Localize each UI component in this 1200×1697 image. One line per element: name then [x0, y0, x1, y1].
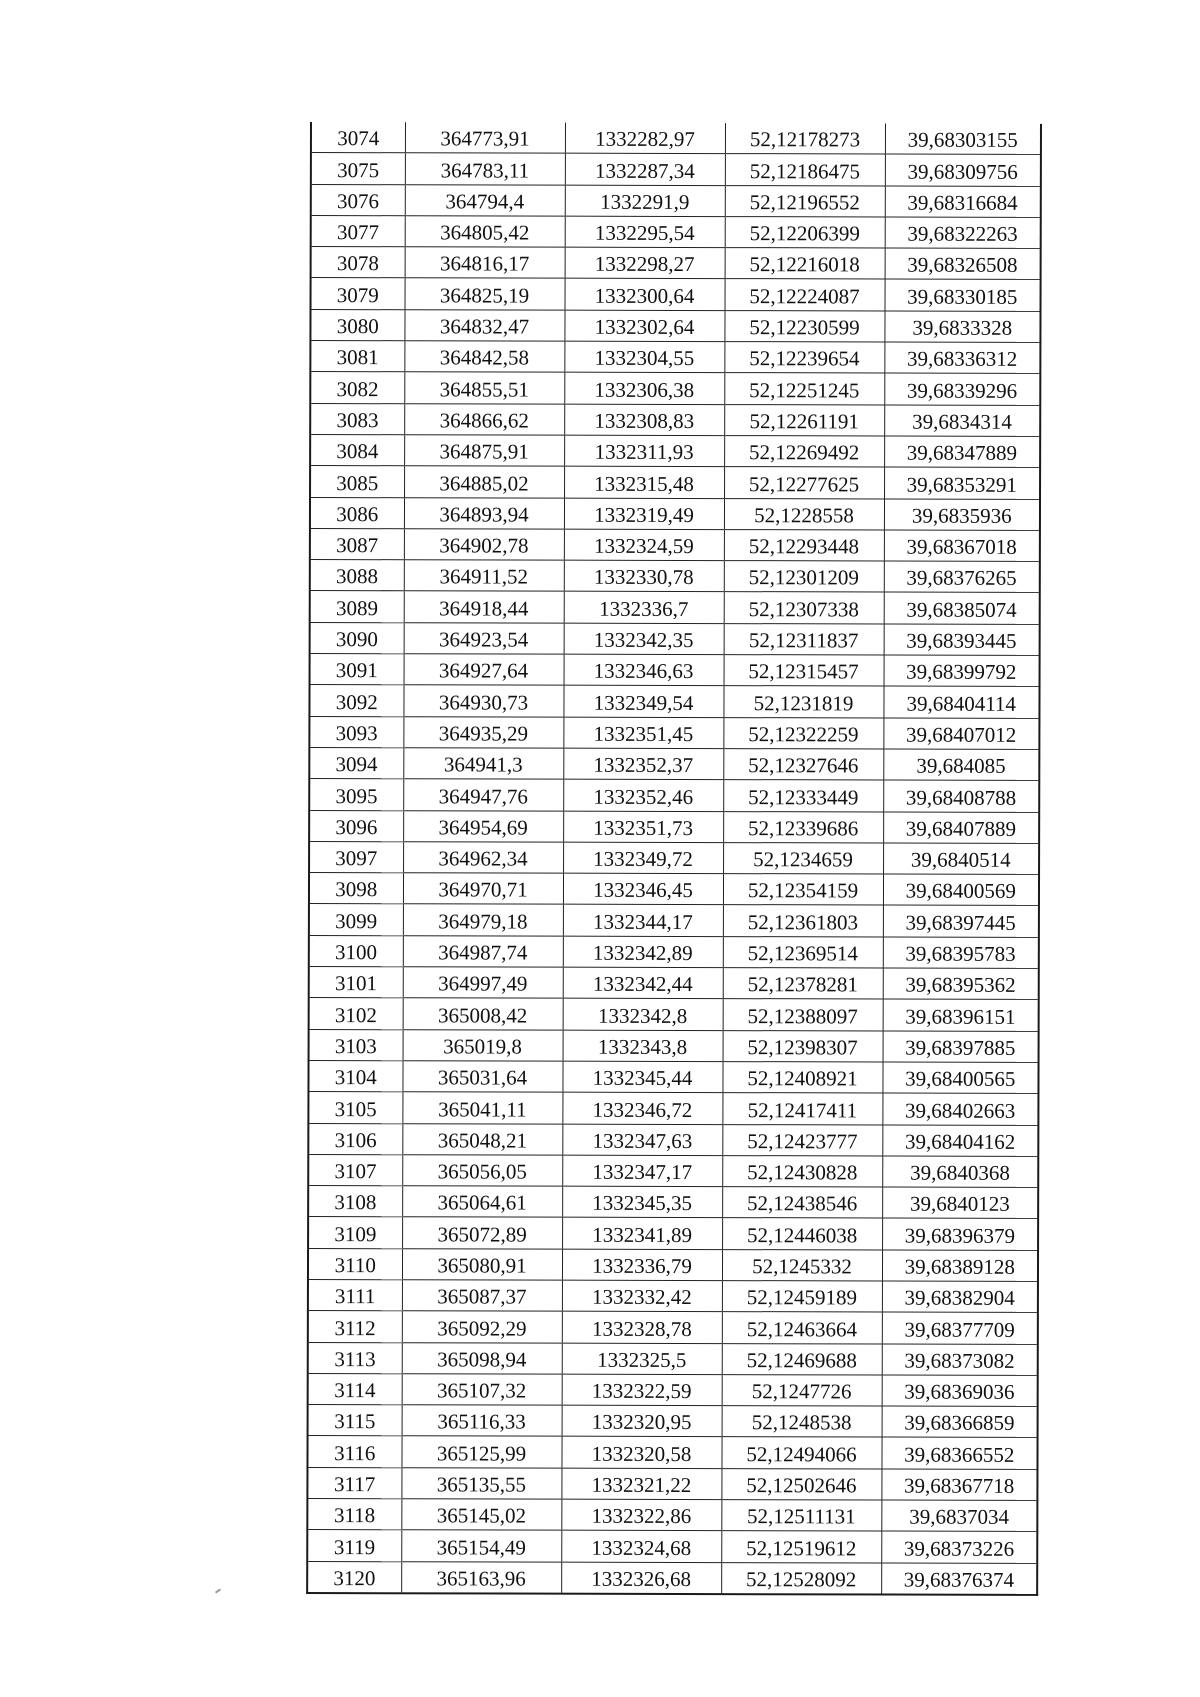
table-row	[310, 716, 1038, 749]
latitude-cell: 52,12511131	[721, 1500, 881, 1532]
x-coordinate-cell: 365080,91	[402, 1248, 562, 1280]
x-coordinate-cell: 364941,3	[403, 748, 563, 780]
table-row	[311, 560, 1039, 593]
x-coordinate-cell: 364923,54	[404, 622, 564, 654]
point-number-cell: 3098	[310, 873, 403, 905]
point-number-cell: 3119	[308, 1530, 401, 1562]
x-coordinate-cell: 365092,29	[402, 1311, 562, 1343]
point-number-cell: 3081	[311, 341, 404, 373]
x-coordinate-cell: 365072,89	[402, 1217, 562, 1249]
point-number-cell: 3111	[309, 1279, 402, 1311]
latitude-cell: 52,12494066	[721, 1437, 881, 1469]
point-number-cell: 3116	[308, 1436, 401, 1468]
latitude-cell: 52,12333449	[723, 780, 883, 812]
longitude-cell: 39,68330185	[885, 279, 1040, 311]
longitude-cell: 39,68376374	[881, 1563, 1036, 1594]
longitude-cell: 39,68347889	[884, 436, 1039, 468]
scan-speck	[215, 1588, 221, 1593]
point-number-cell: 3097	[310, 841, 403, 873]
latitude-cell: 52,12438546	[722, 1187, 882, 1219]
x-coordinate-cell: 364842,58	[404, 341, 564, 373]
point-number-cell: 3107	[309, 1154, 402, 1186]
latitude-cell: 52,1234659	[723, 842, 883, 874]
longitude-cell: 39,68303155	[885, 124, 1040, 155]
x-coordinate-cell: 365064,61	[402, 1186, 562, 1218]
point-number-cell: 3075	[312, 153, 405, 185]
y-coordinate-cell: 1332328,78	[562, 1311, 722, 1343]
y-coordinate-cell: 1332351,45	[563, 717, 723, 749]
point-number-cell: 3077	[312, 215, 405, 247]
y-coordinate-cell: 1332349,54	[563, 686, 723, 718]
latitude-cell: 52,12469688	[722, 1343, 882, 1375]
longitude-cell: 39,68397445	[883, 905, 1038, 937]
latitude-cell: 52,12446038	[722, 1218, 882, 1250]
y-coordinate-cell: 1332352,37	[563, 748, 723, 780]
longitude-cell: 39,6834314	[884, 405, 1039, 437]
point-number-cell: 3104	[309, 1060, 402, 1092]
point-number-cell: 3076	[312, 184, 405, 216]
x-coordinate-cell: 365031,64	[402, 1061, 562, 1093]
longitude-cell: 39,68393445	[884, 624, 1039, 656]
point-number-cell: 3091	[311, 654, 404, 686]
x-coordinate-cell: 364927,64	[404, 654, 564, 686]
longitude-cell: 39,68326508	[885, 248, 1040, 280]
longitude-cell: 39,68395783	[883, 937, 1038, 969]
table-row	[309, 1373, 1037, 1406]
latitude-cell: 52,12519612	[721, 1531, 881, 1563]
y-coordinate-cell: 1332320,95	[562, 1405, 722, 1437]
table-row	[311, 434, 1039, 467]
longitude-cell: 39,68373226	[881, 1531, 1036, 1563]
point-number-cell: 3095	[310, 779, 403, 811]
latitude-cell: 52,12369514	[723, 936, 883, 968]
longitude-cell: 39,68382904	[882, 1281, 1037, 1313]
x-coordinate-cell: 365145,02	[401, 1499, 561, 1531]
longitude-cell: 39,68376265	[884, 561, 1039, 593]
table-row	[309, 1279, 1037, 1312]
latitude-cell: 52,12378281	[723, 968, 883, 1000]
x-coordinate-cell: 364825,19	[405, 278, 565, 310]
latitude-cell: 52,12388097	[723, 999, 883, 1031]
point-number-cell: 3101	[310, 967, 403, 999]
y-coordinate-cell: 1332341,89	[562, 1218, 722, 1250]
y-coordinate-cell: 1332319,49	[564, 498, 724, 530]
table-row	[310, 935, 1038, 968]
x-coordinate-cell: 364979,18	[403, 904, 563, 936]
table-row	[308, 1436, 1036, 1469]
x-coordinate-cell: 365116,33	[402, 1405, 562, 1437]
y-coordinate-cell: 1332300,64	[565, 279, 725, 311]
latitude-cell: 52,12423777	[722, 1124, 882, 1156]
latitude-cell: 52,12301209	[724, 561, 884, 593]
y-coordinate-cell: 1332336,7	[564, 592, 724, 624]
latitude-cell: 52,12354159	[723, 874, 883, 906]
table-row	[309, 1248, 1037, 1281]
longitude-cell: 39,68377709	[882, 1312, 1037, 1344]
table-row	[311, 622, 1039, 655]
table-row	[309, 1060, 1037, 1093]
longitude-cell: 39,68389128	[882, 1250, 1037, 1282]
longitude-cell: 39,68400565	[882, 1062, 1037, 1094]
latitude-cell: 52,12398307	[723, 1030, 883, 1062]
x-coordinate-cell: 364773,91	[405, 122, 565, 153]
y-coordinate-cell: 1332320,58	[561, 1437, 721, 1469]
longitude-cell: 39,68407012	[883, 718, 1038, 750]
latitude-cell: 52,12459189	[722, 1281, 882, 1313]
table-row	[311, 466, 1039, 499]
table-row	[312, 122, 1040, 155]
longitude-cell: 39,68366552	[881, 1437, 1036, 1469]
point-number-cell: 3100	[310, 935, 403, 967]
longitude-cell: 39,68367018	[884, 530, 1039, 562]
y-coordinate-cell: 1332315,48	[564, 466, 724, 498]
point-number-cell: 3112	[309, 1311, 402, 1343]
longitude-cell: 39,68316684	[885, 186, 1040, 218]
y-coordinate-cell: 1332295,54	[565, 216, 725, 248]
table-row	[310, 1029, 1038, 1062]
latitude-cell: 52,12327646	[723, 749, 883, 781]
latitude-cell: 52,1248538	[722, 1406, 882, 1438]
latitude-cell: 52,12230599	[724, 310, 884, 342]
y-coordinate-cell: 1332347,17	[562, 1155, 722, 1187]
latitude-cell: 52,12196552	[725, 185, 885, 217]
point-number-cell: 3088	[311, 560, 404, 592]
point-number-cell: 3110	[309, 1248, 402, 1280]
latitude-cell: 52,12293448	[724, 529, 884, 561]
y-coordinate-cell: 1332332,42	[562, 1280, 722, 1312]
table-row	[311, 528, 1039, 561]
table-row	[312, 247, 1040, 280]
x-coordinate-cell: 364902,78	[404, 529, 564, 561]
x-coordinate-cell: 364855,51	[404, 372, 564, 404]
latitude-cell: 52,12307338	[724, 592, 884, 624]
table-row	[312, 215, 1040, 248]
longitude-cell: 39,68373082	[882, 1344, 1037, 1376]
point-number-cell: 3105	[309, 1092, 402, 1124]
point-number-cell: 3096	[310, 810, 403, 842]
longitude-cell: 39,68396151	[883, 999, 1038, 1031]
latitude-cell: 52,12239654	[724, 342, 884, 374]
x-coordinate-cell: 364794,4	[405, 184, 565, 216]
y-coordinate-cell: 1332304,55	[564, 341, 724, 373]
point-number-cell: 3074	[312, 122, 405, 153]
table-row	[309, 1217, 1037, 1250]
longitude-cell: 39,68404162	[882, 1125, 1037, 1157]
y-coordinate-cell: 1332324,68	[561, 1531, 721, 1563]
x-coordinate-cell: 365163,96	[401, 1561, 561, 1592]
x-coordinate-cell: 365098,94	[402, 1342, 562, 1374]
x-coordinate-cell: 365008,42	[403, 998, 563, 1030]
x-coordinate-cell: 365135,55	[401, 1468, 561, 1500]
table-row	[312, 184, 1040, 217]
table-row	[312, 153, 1040, 186]
latitude-cell: 52,1228558	[724, 498, 884, 530]
latitude-cell: 52,12277625	[724, 467, 884, 499]
table-row	[311, 309, 1039, 342]
point-number-cell: 3102	[310, 998, 403, 1030]
y-coordinate-cell: 1332346,45	[563, 873, 723, 905]
longitude-cell: 39,68339296	[884, 373, 1039, 405]
table-row	[309, 1311, 1037, 1344]
x-coordinate-cell: 364866,62	[404, 403, 564, 435]
x-coordinate-cell: 364911,52	[404, 560, 564, 592]
x-coordinate-cell: 364997,49	[403, 967, 563, 999]
x-coordinate-cell: 365019,8	[403, 1029, 563, 1061]
x-coordinate-cell: 365154,49	[401, 1530, 561, 1562]
longitude-cell: 39,6840368	[882, 1156, 1037, 1188]
point-number-cell: 3109	[309, 1217, 402, 1249]
longitude-cell: 39,68408788	[883, 780, 1038, 812]
y-coordinate-cell: 1332349,72	[563, 842, 723, 874]
point-number-cell: 3118	[308, 1499, 401, 1531]
y-coordinate-cell: 1332311,93	[564, 435, 724, 467]
y-coordinate-cell: 1332342,44	[563, 967, 723, 999]
longitude-cell: 39,68369036	[882, 1375, 1037, 1407]
point-number-cell: 3094	[310, 747, 403, 779]
longitude-cell: 39,68353291	[884, 467, 1039, 499]
x-coordinate-cell: 365087,37	[402, 1280, 562, 1312]
longitude-cell: 39,68407889	[883, 812, 1038, 844]
longitude-cell: 39,68400569	[883, 874, 1038, 906]
table-row	[311, 372, 1039, 405]
longitude-cell: 39,68404114	[883, 686, 1038, 718]
coordinates-table-body	[308, 122, 1040, 1594]
y-coordinate-cell: 1332342,35	[564, 623, 724, 655]
x-coordinate-cell: 365125,99	[401, 1436, 561, 1468]
y-coordinate-cell: 1332345,44	[562, 1061, 722, 1093]
table-row	[310, 998, 1038, 1031]
point-number-cell: 3085	[311, 466, 404, 498]
latitude-cell: 52,12408921	[722, 1061, 882, 1093]
latitude-cell: 52,12311837	[724, 623, 884, 655]
coordinates-table-frame	[306, 122, 1042, 1596]
table-row	[311, 341, 1039, 374]
latitude-cell: 52,12463664	[722, 1312, 882, 1344]
point-number-cell: 3082	[311, 372, 404, 404]
table-row	[311, 591, 1039, 624]
latitude-cell: 52,12261191	[724, 404, 884, 436]
point-number-cell: 3103	[310, 1029, 403, 1061]
y-coordinate-cell: 1332346,63	[564, 654, 724, 686]
table-row	[310, 685, 1038, 718]
y-coordinate-cell: 1332322,59	[562, 1374, 722, 1406]
y-coordinate-cell: 1332287,34	[565, 153, 725, 185]
x-coordinate-cell: 364816,17	[405, 247, 565, 279]
x-coordinate-cell: 364885,02	[404, 466, 564, 498]
longitude-cell: 39,68395362	[883, 968, 1038, 1000]
y-coordinate-cell: 1332330,78	[564, 560, 724, 592]
table-row	[308, 1561, 1036, 1594]
point-number-cell: 3092	[310, 685, 403, 717]
table-row	[309, 1154, 1037, 1187]
longitude-cell: 39,68336312	[884, 342, 1039, 374]
point-number-cell: 3078	[312, 247, 405, 279]
latitude-cell: 52,1231819	[723, 686, 883, 718]
point-number-cell: 3086	[311, 497, 404, 529]
y-coordinate-cell: 1332342,8	[563, 998, 723, 1030]
table-row	[309, 1186, 1037, 1219]
x-coordinate-cell: 364970,71	[403, 873, 563, 905]
x-coordinate-cell: 364962,34	[403, 842, 563, 874]
point-number-cell: 3113	[309, 1342, 402, 1374]
x-coordinate-cell: 364987,74	[403, 935, 563, 967]
x-coordinate-cell: 365107,32	[402, 1374, 562, 1406]
y-coordinate-cell: 1332324,59	[564, 529, 724, 561]
latitude-cell: 52,12528092	[721, 1562, 881, 1593]
y-coordinate-cell: 1332306,38	[564, 373, 724, 405]
point-number-cell: 3117	[308, 1467, 401, 1499]
table-row	[310, 841, 1038, 874]
point-number-cell: 3083	[311, 403, 404, 435]
y-coordinate-cell: 1332351,73	[563, 811, 723, 843]
y-coordinate-cell: 1332344,17	[563, 905, 723, 937]
longitude-cell: 39,68366859	[882, 1406, 1037, 1438]
table-row	[308, 1530, 1036, 1563]
table-row	[311, 654, 1039, 687]
latitude-cell: 52,12417411	[722, 1093, 882, 1125]
longitude-cell: 39,68396379	[882, 1218, 1037, 1250]
point-number-cell: 3093	[310, 716, 403, 748]
longitude-cell: 39,6840514	[883, 843, 1038, 875]
y-coordinate-cell: 1332336,79	[562, 1249, 722, 1281]
table-row	[309, 1342, 1037, 1375]
y-coordinate-cell: 1332282,97	[565, 123, 725, 154]
longitude-cell: 39,6835936	[884, 499, 1039, 531]
longitude-cell: 39,6833328	[884, 311, 1039, 343]
table-row	[309, 1092, 1037, 1125]
latitude-cell: 52,12216018	[725, 248, 885, 280]
x-coordinate-cell: 364783,11	[405, 153, 565, 185]
x-coordinate-cell: 364875,91	[404, 435, 564, 467]
x-coordinate-cell: 364918,44	[404, 591, 564, 623]
latitude-cell: 52,12502646	[721, 1468, 881, 1500]
y-coordinate-cell: 1332347,63	[562, 1124, 722, 1156]
table-row	[309, 1405, 1037, 1438]
latitude-cell: 52,12178273	[725, 123, 885, 154]
x-coordinate-cell: 364954,69	[403, 810, 563, 842]
longitude-cell: 39,6837034	[881, 1500, 1036, 1532]
latitude-cell: 52,12322259	[723, 717, 883, 749]
table-row	[310, 810, 1038, 843]
latitude-cell: 52,1245332	[722, 1249, 882, 1281]
latitude-cell: 52,1247726	[722, 1374, 882, 1406]
x-coordinate-cell: 364947,76	[403, 779, 563, 811]
latitude-cell: 52,12361803	[723, 905, 883, 937]
longitude-cell: 39,6840123	[882, 1187, 1037, 1219]
table-row	[312, 278, 1040, 311]
y-coordinate-cell: 1332343,8	[563, 1030, 723, 1062]
longitude-cell: 39,684085	[883, 749, 1038, 781]
x-coordinate-cell: 364805,42	[405, 216, 565, 248]
longitude-cell: 39,68399792	[884, 655, 1039, 687]
point-number-cell: 3079	[312, 278, 405, 310]
point-number-cell: 3099	[310, 904, 403, 936]
point-number-cell: 3115	[309, 1405, 402, 1437]
table-row	[310, 904, 1038, 937]
x-coordinate-cell: 365041,11	[402, 1092, 562, 1124]
y-coordinate-cell: 1332326,68	[561, 1562, 721, 1593]
y-coordinate-cell: 1332322,86	[561, 1499, 721, 1531]
y-coordinate-cell: 1332321,22	[561, 1468, 721, 1500]
point-number-cell: 3120	[333, 1566, 376, 1591]
table-row	[310, 873, 1038, 906]
table-row	[311, 497, 1039, 530]
longitude-cell: 39,68367718	[881, 1469, 1036, 1501]
table-row	[311, 403, 1039, 436]
x-coordinate-cell: 364935,29	[403, 716, 563, 748]
longitude-cell: 39,68385074	[884, 592, 1039, 624]
y-coordinate-cell: 1332346,72	[562, 1092, 722, 1124]
y-coordinate-cell: 1332345,35	[562, 1186, 722, 1218]
y-coordinate-cell: 1332352,46	[563, 779, 723, 811]
y-coordinate-cell: 1332308,83	[564, 404, 724, 436]
x-coordinate-cell: 364832,47	[404, 310, 564, 342]
x-coordinate-cell: 364930,73	[403, 685, 563, 717]
y-coordinate-cell: 1332342,89	[563, 936, 723, 968]
y-coordinate-cell: 1332302,64	[564, 310, 724, 342]
latitude-cell: 52,12430828	[722, 1155, 882, 1187]
table-row	[309, 1123, 1037, 1156]
table-row	[310, 747, 1038, 780]
coordinates-table	[308, 122, 1040, 1594]
y-coordinate-cell: 1332291,9	[565, 185, 725, 217]
point-number-cell: 3087	[311, 528, 404, 560]
point-number-cell: 3084	[311, 434, 404, 466]
longitude-cell: 39,68322263	[885, 217, 1040, 249]
point-number-cell: 3090	[311, 622, 404, 654]
point-number-cell: 3106	[309, 1123, 402, 1155]
longitude-cell: 39,68397885	[883, 1031, 1038, 1063]
latitude-cell: 52,12186475	[725, 154, 885, 186]
point-number-cell: 3114	[309, 1373, 402, 1405]
latitude-cell: 52,12315457	[724, 655, 884, 687]
longitude-cell: 39,68402663	[882, 1093, 1037, 1125]
y-coordinate-cell: 1332298,27	[565, 247, 725, 279]
point-number-cell: 3089	[311, 591, 404, 623]
latitude-cell: 52,12339686	[723, 811, 883, 843]
x-coordinate-cell: 365056,05	[402, 1155, 562, 1187]
latitude-cell: 52,12251245	[724, 373, 884, 405]
longitude-cell: 39,68309756	[885, 154, 1040, 186]
table-row	[308, 1499, 1036, 1532]
table-row	[310, 967, 1038, 1000]
table-row	[308, 1467, 1036, 1500]
y-coordinate-cell: 1332325,5	[562, 1343, 722, 1375]
latitude-cell: 52,12206399	[725, 216, 885, 248]
point-number-cell: 3080	[311, 309, 404, 341]
x-coordinate-cell: 365048,21	[402, 1123, 562, 1155]
point-number-cell: 3108	[309, 1186, 402, 1218]
latitude-cell: 52,12269492	[724, 436, 884, 468]
x-coordinate-cell: 364893,94	[404, 497, 564, 529]
table-row	[310, 779, 1038, 812]
latitude-cell: 52,12224087	[725, 279, 885, 311]
